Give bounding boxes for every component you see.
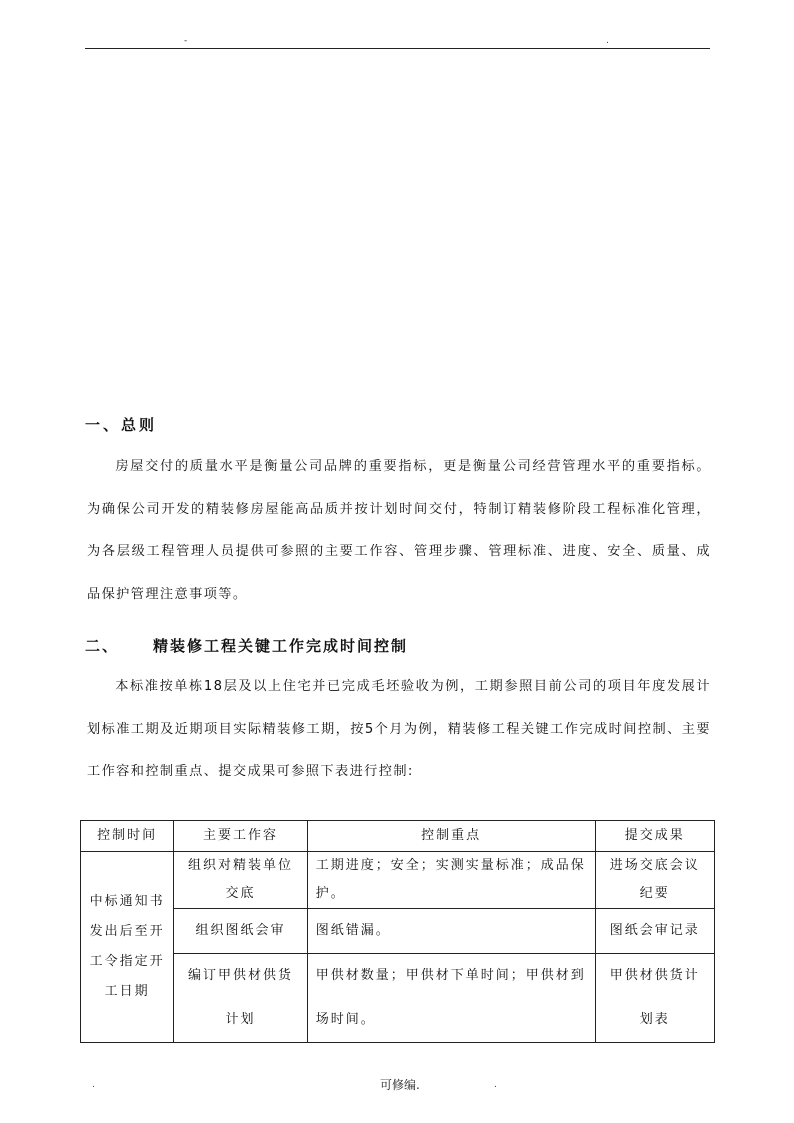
col-header-output: 提交成果 <box>595 821 714 852</box>
work-cell: 编订甲供材供货计划 <box>174 954 307 1043</box>
table-row <box>81 852 715 909</box>
footer-text: 可修编. <box>380 1078 420 1092</box>
section2-number: 二、 <box>85 637 120 655</box>
time-cell: 中标通知书发出后至开工令指定开工日期 <box>81 852 174 1043</box>
section1-paragraph <box>87 446 711 616</box>
output-cell: 图纸会审记录 <box>595 909 714 954</box>
header-mark-right: . <box>606 36 609 46</box>
key-cell: 工期进度；安全；实测实量标准；成品保护。 <box>307 852 595 909</box>
col-header-key: 控制重点 <box>307 821 595 852</box>
output-cell: 进场交底会议纪要 <box>595 852 714 909</box>
footer-mark-right: . <box>494 1080 497 1090</box>
section2-paragraph-text: 本标准按单栋18层及以上住宅并已完成毛坯验收为例，工期参照目前公司的项目年度发展计划标准工期及近期项目实际精装修工期，按5个月为例，精装修工程关键工作完成时间控制、主要工作容和控制重点、提交成果可参照下表进行控制: <box>87 679 711 779</box>
section2-heading <box>85 635 408 656</box>
section1-paragraph-text: 房屋交付的质量水平是衡量公司品牌的重要指标，更是衡量公司经营管理水平的重要指标。为确保公司开发的精装修房屋能高品质并按计划时间交付，特制订精装修阶段工程标准化管理，为各层级工程管理人员提供可参照的主要工作容、管理步骤、管理标准、进度、安全、质量、成品保护管理注意事项等。 <box>87 459 711 602</box>
col-header-work: 主要工作容 <box>174 821 307 852</box>
key-cell: 图纸错漏。 <box>307 909 595 954</box>
footer-mark-left: . <box>92 1080 95 1090</box>
section2-paragraph <box>87 666 711 794</box>
work-cell: 组织图纸会审 <box>174 909 307 954</box>
section1-title: 一、总则 <box>85 416 158 434</box>
header-mark-left: - <box>184 36 188 46</box>
header-rule <box>85 48 710 49</box>
section2-title: 精装修工程关键工作完成时间控制 <box>153 637 409 655</box>
work-cell: 组织对精装单位交底 <box>174 852 307 909</box>
table-header-row <box>81 821 715 852</box>
key-cell: 甲供材数量；甲供材下单时间；甲供材到场时间。 <box>307 954 595 1043</box>
control-table <box>80 820 715 1043</box>
output-cell: 甲供材供货计划表 <box>595 954 714 1043</box>
col-header-time: 控制时间 <box>81 821 174 852</box>
table-row <box>81 954 715 1043</box>
table-row <box>81 909 715 954</box>
